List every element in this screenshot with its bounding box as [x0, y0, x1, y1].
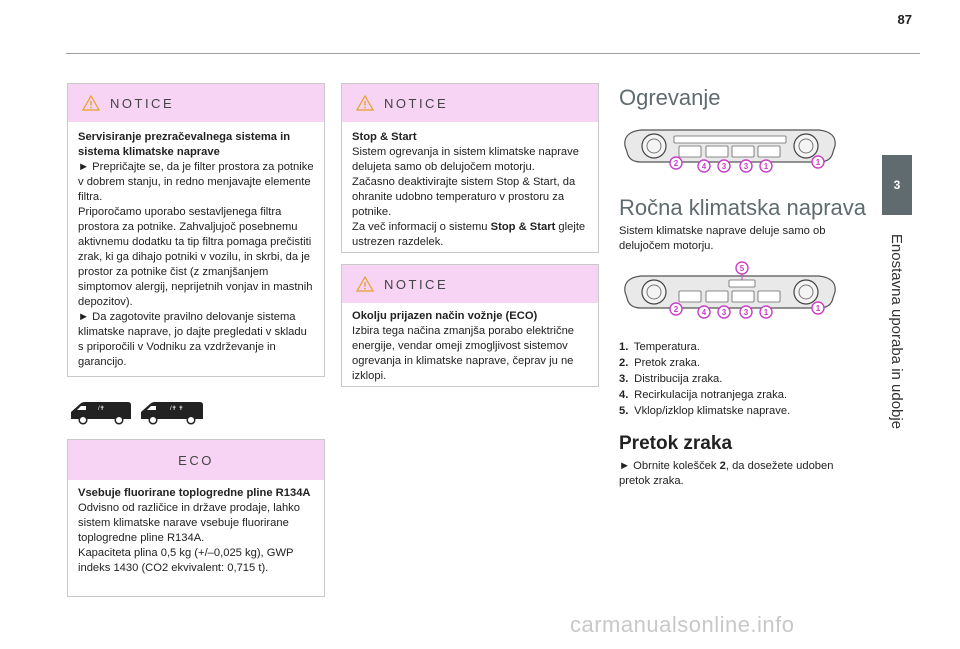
notice-label: NOTICE [384, 276, 449, 292]
eco-header [68, 440, 324, 480]
notice-text: Za več informacij o sistemu [352, 221, 491, 233]
eco-paragraph: Odvisno od različice in države prodaje, lahko sistem klimatske narave vsebuje fluorirane toplogredne pline R134A. [78, 502, 301, 544]
list-item: 3. Distribucija zraka. [619, 373, 723, 385]
notice-stopstart-box [341, 83, 599, 253]
notice-bullet: ► Prepričajte se, da je filter prostora za potnike v dobrem stanju, in redno menjavajte elemente filtra. [78, 161, 314, 203]
list-item: 1. Temperatura. [619, 341, 700, 353]
callout-label: 1 [815, 304, 821, 313]
eco-label: ECO [178, 452, 214, 468]
legend-list [619, 339, 849, 419]
callout-label: 1 [763, 308, 769, 317]
notice-line [352, 220, 588, 250]
van-icons [68, 398, 204, 425]
callout-label: 3 [721, 162, 727, 171]
header-divider [66, 53, 920, 54]
intro-text: Sistem klimatske naprave deluje samo ob delujočem motorju. [619, 225, 826, 252]
warning-icon [82, 95, 100, 111]
notice-header [68, 84, 324, 122]
notice-eco-mode-box [341, 264, 599, 387]
airflow-instruction [619, 459, 859, 489]
eco-title: Vsebuje fluorirane toplogredne pline R134A [78, 487, 311, 499]
heading-pretok: Pretok zraka [619, 433, 733, 454]
notice-line: Sistem ogrevanja in sistem klimatske naprave delujeta samo ob delujočem motorju. [352, 146, 579, 173]
notice-label: NOTICE [110, 95, 175, 111]
notice-line: Začasno deaktivirajte sistem Stop & Start, da ohranite udobno temperaturo v prostoru za potnike. [352, 176, 576, 218]
svg-text:/✝: /✝ [98, 406, 105, 412]
notice-title: Okolju prijazen način vožnje (ECO) [352, 310, 538, 322]
eco-paragraph: Kapaciteta plina 0,5 kg (+/–0,025 kg), GWP indeks 1430 (CO2 ekvivalent: 0,715 t). [78, 547, 294, 574]
notice-emphasis: Stop & Start [490, 221, 556, 233]
chapter-tab[interactable] [882, 155, 912, 215]
notice-title: Servisiranje prezračevalnega sistema in sistema klimatske naprave [78, 131, 291, 158]
svg-text:/✝ ✝: /✝ ✝ [170, 406, 184, 412]
notice-filter-box [67, 83, 325, 377]
eco-box [67, 439, 325, 597]
warning-icon [356, 95, 374, 111]
watermark: carmanualsonline.info [570, 612, 795, 637]
notice-paragraph: Priporočamo uporabo sestavljenega filtra prostora za potnike. Zahvaljujoč posebnemu aktivnemu dodatku ta tip filtra pomaga prečistiti zrak, ki ga dihajo potniki v vozilu, in skrbi, da je prostor za potnike čist (z zmanjšanjem simptomov alergij, neprijetnih vonjav in mastnih depozitov). [78, 206, 313, 308]
chapter-number: 3 [893, 178, 901, 192]
instruction-text: , da dosežete udoben pretok zraka. [619, 460, 834, 487]
notice-label: NOTICE [384, 95, 449, 111]
callout-label: 2 [673, 159, 679, 168]
list-item: 4. Recirkulacija notranjega zraka. [619, 389, 788, 401]
callout-label: 3 [743, 162, 749, 171]
callout-label: 3 [743, 308, 749, 317]
chapter-title-text: Enostavna uporaba in udobje [888, 233, 906, 429]
callout-label: 5 [739, 264, 745, 273]
notice-title: Stop & Start [352, 131, 417, 143]
callout-label: 4 [701, 162, 707, 171]
notice-header [342, 265, 598, 303]
heating-panel-illustration [619, 122, 841, 176]
van-long-icon [141, 402, 203, 424]
list-item: 5. Vklop/izklop klimatske naprave. [619, 405, 791, 417]
page-number: 87 [897, 12, 912, 27]
notice-text: glejte ustrezen razdelek. [352, 221, 586, 248]
notice-bullet: ► Da zagotovite pravilno delovanje sistema klimatske naprave, jo dajte pregledati v skladu s priporočili v Vodniku za vzdrževanje in garancijo. [78, 311, 307, 368]
notice-header [342, 84, 598, 122]
heading-klimatska: Ročna klimatska naprava [619, 195, 867, 220]
notice-paragraph: Izbira tega načina zmanjša porabo električne energije, vendar omeji zmogljivost sistemov ogrevanja in klimatske naprave, čeprav ju ne izklopi. [352, 325, 575, 382]
instruction-ref: 2 [719, 460, 726, 472]
callout-label: 2 [673, 305, 679, 314]
callout-label: 4 [701, 308, 707, 317]
ac-panel-illustration [619, 260, 841, 322]
heading-ogrevanje: Ogrevanje [619, 85, 721, 110]
callout-label: 3 [721, 308, 727, 317]
chapter-title [872, 226, 922, 436]
instruction-text: ► Obrnite kolešček [619, 460, 720, 472]
van-icon [71, 402, 131, 424]
callout-label: 1 [815, 158, 821, 167]
warning-icon [356, 276, 374, 292]
list-item: 2. Pretok zraka. [619, 357, 701, 369]
callout-label: 1 [763, 162, 769, 171]
